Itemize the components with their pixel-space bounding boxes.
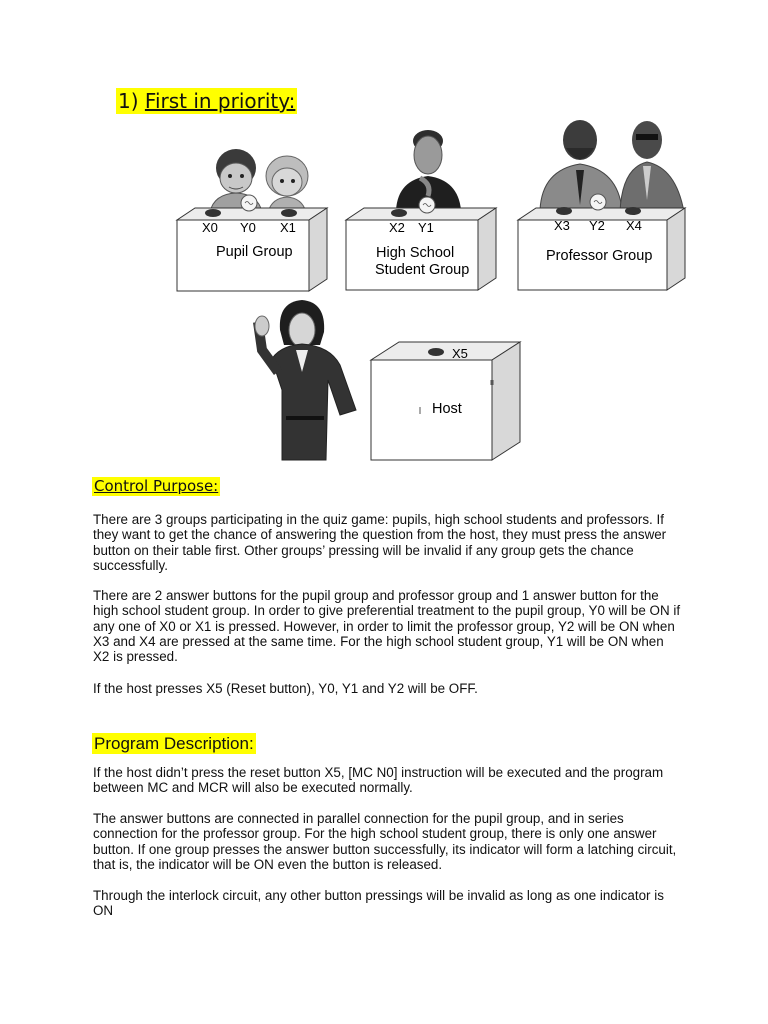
control-purpose-paragraph-2: There are 2 answer buttons for the pupil group and professor group and 1 answer button for the high school student group. In order to give preferential treatment to the pupil group, Y0 will be ON if any one of X0 or X1 is pressed. However, in order to limit the professor group, Y2 will be ON when X3 and X4 are pressed at the same time. For the high school student group, Y1 will be ON when X2 is pressed. — [93, 588, 681, 665]
pupil-group-label: Pupil Group — [216, 244, 293, 260]
label-x4: X4 — [626, 218, 642, 233]
control-purpose-paragraph-1: There are 3 groups participating in the quiz game: pupils, high school students and professors. If they want to get the chance of answering the question from the host, they must press the answer button on their table first. Other groups’ pressing will be invalid if any group gets the chance successfully. — [93, 512, 667, 573]
control-purpose-heading: Control Purpose: — [94, 477, 219, 495]
professor-group-label: Professor Group — [546, 248, 653, 264]
pupil-button-x0 — [205, 209, 221, 217]
label-y0: Y0 — [240, 220, 256, 235]
label-y1: Y1 — [418, 220, 434, 235]
program-description-paragraph-2: The answer buttons are connected in parallel connection for the pupil group, and in series connection for the professor group. For the high school student group, there is only one answer button. If one group presses the answer button successfully, its indicator will form a latching circuit, that is, the indicator will be ON even the button is released. — [93, 811, 677, 872]
label-x0: X0 — [202, 220, 218, 235]
program-description-heading: Program Description: — [94, 734, 254, 753]
title-text: First in priority: — [144, 89, 296, 113]
student-button-x2 — [391, 209, 407, 217]
pupil-figures — [210, 149, 308, 212]
professor-figures — [540, 120, 684, 212]
host-figure — [255, 300, 356, 460]
pupil-lamp-y0-icon — [241, 195, 257, 211]
program-description-paragraph-1: If the host didn’t press the reset button X5, [MC N0] instruction will be executed and the program between MC and MCR will also be executed normally. — [93, 765, 664, 796]
host-label: Host — [432, 401, 462, 417]
professor-button-x4 — [625, 207, 641, 215]
pupil-button-x1 — [281, 209, 297, 217]
label-x1: X1 — [280, 220, 296, 235]
student-lamp-y1-icon — [419, 197, 435, 213]
program-description-paragraph-3: Through the interlock circuit, any other button pressings will be invalid as long as one indicator is ON — [93, 888, 664, 919]
high-school-label-line1: High School — [376, 245, 455, 261]
host-button-x5 — [428, 348, 444, 356]
label-x2: X2 — [389, 220, 405, 235]
professor-button-x3 — [556, 207, 572, 215]
professor-lamp-y2-icon — [590, 194, 606, 210]
quiz-illustration — [0, 0, 768, 470]
label-y2: Y2 — [589, 218, 605, 233]
label-x5: X5 — [452, 346, 468, 361]
title-number: 1) — [118, 89, 139, 113]
control-purpose-paragraph-3: If the host presses X5 (Reset button), Y0, Y1 and Y2 will be OFF. — [93, 681, 478, 696]
high-school-label-line2: Student Group — [375, 262, 470, 278]
label-x3: X3 — [554, 218, 570, 233]
